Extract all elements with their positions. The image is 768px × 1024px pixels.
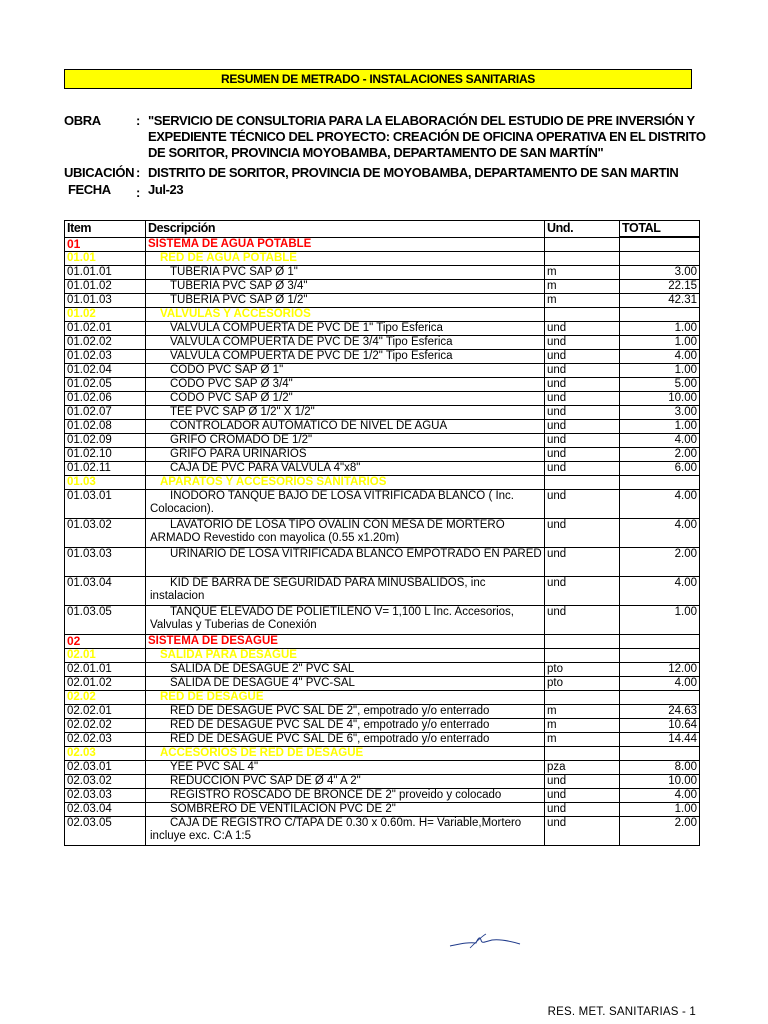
cell-total	[620, 308, 700, 322]
cell-description: TANQUE ELEVADO DE POLIETILENO V= 1,100 L Inc. Accesorios, Valvulas y Tuberias de Conexión	[146, 606, 545, 635]
cell-description: ACCESORIOS DE RED DE DESAGUE	[146, 747, 545, 761]
cell-description: LAVATORIO DE LOSA TIPO OVALIN CON MESA DE MORTERO ARMADO Revestido con mayolica (0.55 x1.20m)	[146, 519, 545, 548]
cell-total: 4.00	[620, 677, 700, 691]
cell-item-code: 02.03.05	[65, 817, 146, 846]
table-row	[65, 280, 700, 294]
table-row	[65, 294, 700, 308]
subgroup-row	[65, 747, 700, 761]
cell-unit: m	[545, 705, 620, 719]
cell-total: 1.00	[620, 420, 700, 434]
cell-item-code: 01.02.02	[65, 336, 146, 350]
subgroup-row	[65, 476, 700, 490]
cell-unit: m	[545, 294, 620, 308]
cell-total: 2.00	[620, 448, 700, 462]
cell-item-code: 01.02.07	[65, 406, 146, 420]
cell-description: KID DE BARRA DE SEGURIDAD PARA MINUSBALIDOS, inc instalacion	[146, 577, 545, 606]
table-row	[65, 406, 700, 420]
cell-description: INODORO TANQUE BAJO DE LOSA VITRIFICADA BLANCO ( Inc. Colocacion).	[146, 490, 545, 519]
cell-total	[620, 476, 700, 490]
cell-unit: und	[545, 462, 620, 476]
cell-unit: pto	[545, 677, 620, 691]
table-row	[65, 336, 700, 350]
cell-total	[620, 252, 700, 266]
table-row	[65, 420, 700, 434]
column-header-descripcion: Descripción	[146, 221, 545, 238]
cell-total: 10.00	[620, 775, 700, 789]
table-row	[65, 322, 700, 336]
cell-description: SALIDA DE DESAGUE 4" PVC-SAL	[146, 677, 545, 691]
cell-item-code: 01.03.02	[65, 519, 146, 548]
cell-item-code: 01.03.05	[65, 606, 146, 635]
obra-colon: :	[136, 113, 140, 128]
cell-item-code: 01.02.10	[65, 448, 146, 462]
cell-total: 4.00	[620, 350, 700, 364]
cell-item-code: 02.02.01	[65, 705, 146, 719]
column-header-item: Item	[65, 221, 146, 238]
table-row	[65, 803, 700, 817]
table-row	[65, 577, 700, 606]
cell-total: 6.00	[620, 462, 700, 476]
cell-total	[620, 747, 700, 761]
cell-unit: m	[545, 719, 620, 733]
cell-description: VALVULA COMPUERTA DE PVC DE 1/2" Tipo Esferica	[146, 350, 545, 364]
cell-unit: pza	[545, 761, 620, 775]
cell-total: 8.00	[620, 761, 700, 775]
cell-total: 1.00	[620, 606, 700, 635]
cell-description: RED DE DESAGUE PVC SAL DE 2", empotrado y/o enterrado	[146, 705, 545, 719]
cell-unit	[545, 237, 620, 252]
cell-unit: m	[545, 280, 620, 294]
cell-description: GRIFO CROMADO DE 1/2"	[146, 434, 545, 448]
cell-description: VALVULAS Y ACCESORIOS	[146, 308, 545, 322]
cell-total	[620, 237, 700, 252]
cell-total	[620, 649, 700, 663]
obra-row	[64, 113, 704, 161]
cell-unit	[545, 252, 620, 266]
cell-item-code: 01	[65, 237, 146, 252]
column-header-und: Und.	[545, 221, 620, 238]
table-row	[65, 733, 700, 747]
table-row	[65, 705, 700, 719]
cell-item-code: 02.01	[65, 649, 146, 663]
cell-description: URINARIO DE LOSA VITRIFICADA BLANCO EMPOTRADO EN PARED	[146, 548, 545, 577]
cell-item-code: 01.02	[65, 308, 146, 322]
cell-item-code: 01.01.01	[65, 266, 146, 280]
cell-description: RED DE DESAGUE PVC SAL DE 4", empotrado y/o enterrado	[146, 719, 545, 733]
table-row	[65, 434, 700, 448]
cell-item-code: 02.03.03	[65, 789, 146, 803]
cell-unit: und	[545, 490, 620, 519]
cell-total: 12.00	[620, 663, 700, 677]
cell-item-code: 01.02.05	[65, 378, 146, 392]
table-row	[65, 266, 700, 280]
subgroup-row	[65, 649, 700, 663]
cell-unit	[545, 691, 620, 705]
cell-total: 2.00	[620, 817, 700, 846]
cell-item-code: 02.03.01	[65, 761, 146, 775]
cell-description: YEE PVC SAL 4"	[146, 761, 545, 775]
cell-item-code: 02.03.02	[65, 775, 146, 789]
cell-unit: und	[545, 434, 620, 448]
cell-item-code: 01.02.08	[65, 420, 146, 434]
cell-description: CODO PVC SAP Ø 1"	[146, 364, 545, 378]
metrado-table	[64, 220, 700, 846]
group-row	[65, 237, 700, 252]
page-footer: RES. MET. SANITARIAS - 1	[547, 1006, 696, 1018]
table-row	[65, 817, 700, 846]
cell-item-code: 01.02.01	[65, 322, 146, 336]
cell-unit: und	[545, 789, 620, 803]
cell-description: TUBERIA PVC SAP Ø 1/2"	[146, 294, 545, 308]
cell-description: TUBERIA PVC SAP Ø 3/4"	[146, 280, 545, 294]
subgroup-row	[65, 691, 700, 705]
cell-total: 4.00	[620, 434, 700, 448]
cell-description: CODO PVC SAP Ø 1/2"	[146, 392, 545, 406]
cell-description: TUBERIA PVC SAP Ø 1"	[146, 266, 545, 280]
table-row	[65, 462, 700, 476]
cell-item-code: 01.01.03	[65, 294, 146, 308]
cell-unit: und	[545, 392, 620, 406]
cell-item-code: 01.02.11	[65, 462, 146, 476]
cell-description: SISTEMA DE DESAGUE	[146, 635, 545, 649]
table-row	[65, 775, 700, 789]
cell-description: SALIDA DE DESAGUE 2" PVC SAL	[146, 663, 545, 677]
table-row	[65, 663, 700, 677]
table-row	[65, 719, 700, 733]
cell-description: SOMBRERO DE VENTILACION PVC DE 2"	[146, 803, 545, 817]
cell-item-code: 01.02.06	[65, 392, 146, 406]
cell-description: SALIDA PARA DESAGUE	[146, 649, 545, 663]
fecha-row	[64, 182, 704, 198]
cell-total: 1.00	[620, 336, 700, 350]
cell-item-code: 02.03	[65, 747, 146, 761]
cell-total: 22.15	[620, 280, 700, 294]
cell-item-code: 01.03.01	[65, 490, 146, 519]
table-row	[65, 789, 700, 803]
obra-text: "SERVICIO DE CONSULTORIA PARA LA ELABORACIÓN DEL ESTUDIO DE PRE INVERSIÓN Y EXPEDIENTE TÉCNICO DEL PROYECTO: CREACIÓN DE OFICINA OPERATIVA EN EL DISTRITO DE SORITOR, PROVINCIA MOYOBAMBA, DEPARTAMENTO DE SAN MARTÍN"	[148, 113, 706, 160]
cell-unit: und	[545, 548, 620, 577]
table-row	[65, 548, 700, 577]
cell-unit	[545, 476, 620, 490]
cell-total: 10.00	[620, 392, 700, 406]
cell-description: GRIFO PARA URINARIOS	[146, 448, 545, 462]
cell-item-code: 01.02.03	[65, 350, 146, 364]
cell-description: SISTEMA DE AGUA POTABLE	[146, 237, 545, 252]
cell-total: 3.00	[620, 266, 700, 280]
table-row	[65, 677, 700, 691]
ubicacion-label: UBICACIÓN	[64, 165, 135, 180]
ubicacion-text: DISTRITO DE SORITOR, PROVINCIA DE MOYOBAMBA, DEPARTAMENTO DE SAN MARTIN	[148, 165, 679, 180]
cell-description: VALVULA COMPUERTA DE PVC DE 1" Tipo Esferica	[146, 322, 545, 336]
cell-total: 4.00	[620, 519, 700, 548]
cell-item-code: 02.03.04	[65, 803, 146, 817]
cell-unit: und	[545, 378, 620, 392]
cell-description: REDUCCION PVC SAP DE Ø 4" A 2"	[146, 775, 545, 789]
cell-unit: und	[545, 420, 620, 434]
table-row	[65, 364, 700, 378]
cell-item-code: 02.02.02	[65, 719, 146, 733]
cell-item-code: 02	[65, 635, 146, 649]
cell-total: 4.00	[620, 789, 700, 803]
cell-item-code: 02.02.03	[65, 733, 146, 747]
cell-unit: und	[545, 775, 620, 789]
cell-item-code: 01.03.04	[65, 577, 146, 606]
cell-unit: und	[545, 350, 620, 364]
cell-unit: und	[545, 364, 620, 378]
subgroup-row	[65, 308, 700, 322]
fecha-text: Jul-23	[148, 182, 184, 197]
cell-description: CODO PVC SAP Ø 3/4"	[146, 378, 545, 392]
cell-description: VALVULA COMPUERTA DE PVC DE 3/4" Tipo Esferica	[146, 336, 545, 350]
cell-total	[620, 691, 700, 705]
cell-total: 42.31	[620, 294, 700, 308]
cell-total: 24.63	[620, 705, 700, 719]
cell-description: RED DE DESAGUE	[146, 691, 545, 705]
table-row	[65, 350, 700, 364]
cell-unit	[545, 747, 620, 761]
cell-total: 1.00	[620, 364, 700, 378]
table-row	[65, 490, 700, 519]
cell-unit	[545, 308, 620, 322]
table-row	[65, 392, 700, 406]
cell-description: RED DE DESAGUE PVC SAL DE 6", empotrado y/o enterrado	[146, 733, 545, 747]
cell-description: CAJA DE REGISTRO C/TAPA DE 0.30 x 0.60m. H= Variable,Mortero incluye exc. C:A 1:5	[146, 817, 545, 846]
cell-description: CAJA DE PVC PARA VALVULA 4"x8"	[146, 462, 545, 476]
cell-unit: m	[545, 266, 620, 280]
cell-unit: und	[545, 322, 620, 336]
table-row	[65, 448, 700, 462]
document-title: RESUMEN DE METRADO - INSTALACIONES SANITARIAS	[64, 69, 692, 89]
cell-item-code: 02.01.01	[65, 663, 146, 677]
fecha-colon: :	[136, 185, 140, 200]
cell-total: 1.00	[620, 322, 700, 336]
table-row	[65, 606, 700, 635]
cell-total: 1.00	[620, 803, 700, 817]
cell-total: 4.00	[620, 577, 700, 606]
cell-total: 5.00	[620, 378, 700, 392]
table-header	[65, 221, 700, 238]
cell-description: APARATOS Y ACCESORIOS SANITARIOS	[146, 476, 545, 490]
cell-unit: pto	[545, 663, 620, 677]
signature-mark	[440, 930, 530, 952]
cell-total: 10.64	[620, 719, 700, 733]
cell-item-code: 01.01.02	[65, 280, 146, 294]
cell-unit: m	[545, 733, 620, 747]
cell-unit: und	[545, 803, 620, 817]
cell-item-code: 01.03.03	[65, 548, 146, 577]
table-row	[65, 761, 700, 775]
cell-total	[620, 635, 700, 649]
cell-total: 14.44	[620, 733, 700, 747]
cell-item-code: 01.02.04	[65, 364, 146, 378]
cell-unit	[545, 649, 620, 663]
table-row	[65, 378, 700, 392]
group-row	[65, 635, 700, 649]
subgroup-row	[65, 252, 700, 266]
ubicacion-row	[64, 165, 704, 181]
cell-unit: und	[545, 336, 620, 350]
column-header-total: TOTAL	[620, 221, 700, 238]
table-row	[65, 519, 700, 548]
cell-item-code: 01.03	[65, 476, 146, 490]
cell-unit: und	[545, 448, 620, 462]
cell-description: CONTROLADOR AUTOMATICO DE NIVEL DE AGUA	[146, 420, 545, 434]
cell-description: TEE PVC SAP Ø 1/2" X 1/2"	[146, 406, 545, 420]
cell-description: RED DE AGUA POTABLE	[146, 252, 545, 266]
cell-description: REGISTRO ROSCADO DE BRONCE DE 2" proveido y colocado	[146, 789, 545, 803]
ubicacion-colon: :	[136, 165, 140, 180]
fecha-label: FECHA	[68, 182, 111, 197]
cell-item-code: 01.02.09	[65, 434, 146, 448]
cell-unit: und	[545, 406, 620, 420]
cell-unit: und	[545, 519, 620, 548]
cell-item-code: 02.02	[65, 691, 146, 705]
cell-total: 4.00	[620, 490, 700, 519]
cell-unit: und	[545, 577, 620, 606]
cell-total: 2.00	[620, 548, 700, 577]
cell-unit	[545, 635, 620, 649]
cell-item-code: 01.01	[65, 252, 146, 266]
cell-unit: und	[545, 817, 620, 846]
cell-total: 3.00	[620, 406, 700, 420]
obra-label: OBRA	[64, 113, 101, 128]
cell-item-code: 02.01.02	[65, 677, 146, 691]
cell-unit: und	[545, 606, 620, 635]
